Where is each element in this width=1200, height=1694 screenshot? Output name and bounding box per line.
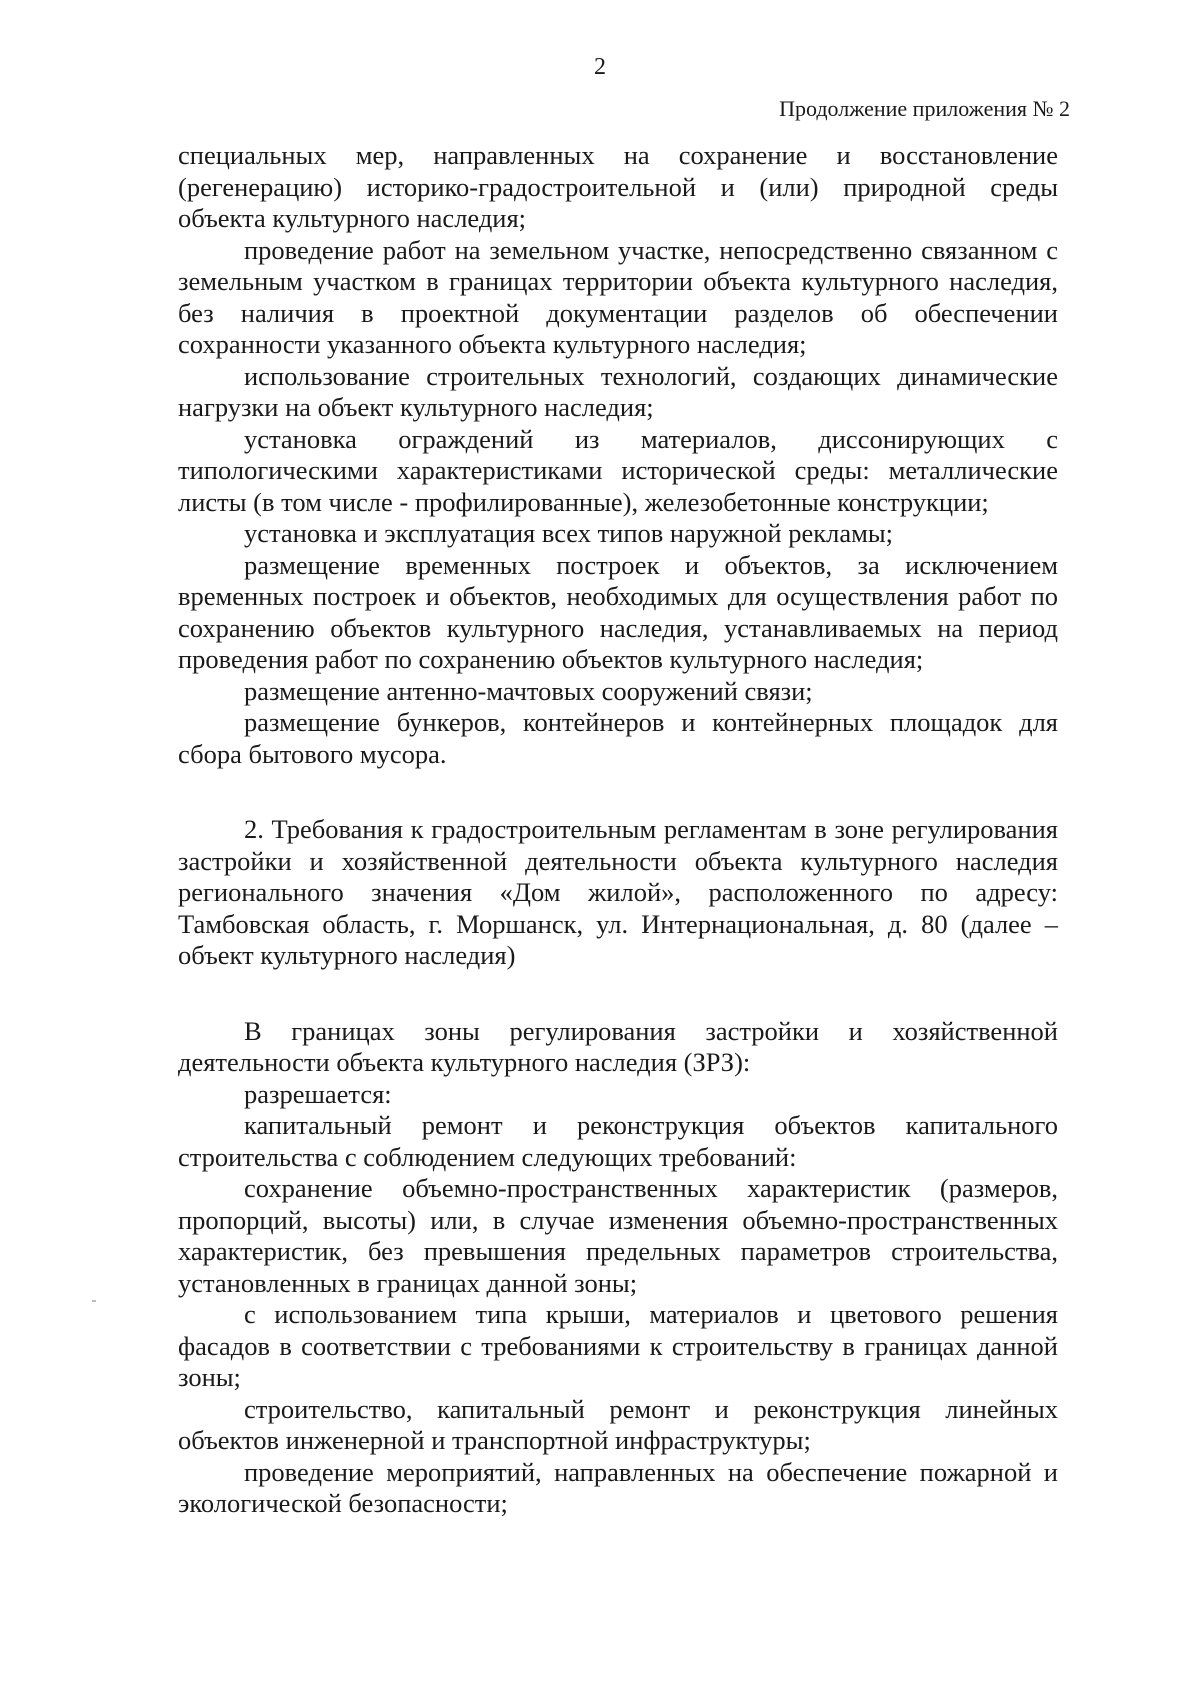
paragraph-capital-repair: капитальный ремонт и реконструкция объектов капитального строительства с соблюдением следующих требований: <box>178 1110 1058 1172</box>
paragraph-fences: установка ограждений из материалов, диссонирующих с типологическими характеристиками исторической среды: металлические листы (в том числе - профилированные), железобетонные конструкции; <box>178 423 1058 517</box>
paragraph-volume-characteristics: сохранение объемно-пространственных характеристик (размеров, пропорций, высоты) или, в случае изменения объемно-пространственных характеристик, без превышения предельных параметров строительства, установленных в границах данной зоны; <box>178 1173 1058 1298</box>
paragraph-advertising: установка и эксплуатация всех типов наружной рекламы; <box>244 518 894 548</box>
paragraph-roof-materials: с использованием типа крыши, материалов и цветового решения фасадов в соответствии с требованиями к строительству в границах данной зоны; <box>178 1299 1058 1392</box>
paragraph-antenna-structures: размещение антенно-мачтовых сооружений связи; <box>244 675 813 706</box>
paragraph-zrz-intro: В границах зоны регулирования застройки и хозяйственной деятельности объекта культурного наследия (ЗРЗ): <box>178 1015 1058 1077</box>
document-body <box>178 140 1058 1520</box>
scan-artifact <box>92 1300 96 1302</box>
paragraph-permitted: разрешается: <box>244 1078 392 1109</box>
paragraph-temporary-buildings: размещение временных построек и объектов, за исключением временных построек и объектов, необходимых для осуществления работ по сохранению объектов культурного наследия, устанавливаемых на период проведения работ по сохранению объектов культурного наследия; <box>178 549 1058 674</box>
appendix-continuation-note: Продолжение приложения № 2 <box>779 96 1070 121</box>
section-spacer <box>178 770 1058 814</box>
paragraph-special-measures: специальных мер, направленных на сохранение и восстановление (регенерацию) историко-градостроительной и (или) природной среды объекта культурного наследия; <box>178 140 1058 233</box>
paragraph-waste-containers: размещение бункеров, контейнеров и контейнерных площадок для сбора бытового мусора. <box>178 707 1058 769</box>
paragraph-linear-objects: строительство, капитальный ремонт и реконструкция линейных объектов инженерной и транспортной инфраструктуры; <box>178 1393 1058 1455</box>
paragraph-construction-technologies: использование строительных технологий, создающих динамические нагрузки на объект культурного наследия; <box>178 360 1058 422</box>
section-2-heading: 2. Требования к градостроительным регламентам в зоне регулирования застройки и хозяйственной деятельности объекта культурного наследия регионального значения «Дом жилой», расположенного по адресу: Тамбовская область, г. Моршанск, ул. Интернациональная, д. 80 (далее – объект культурного наследия) <box>178 814 1058 970</box>
section-spacer <box>178 972 1058 1016</box>
paragraph-fire-safety: проведение мероприятий, направленных на обеспечение пожарной и экологической безопасности; <box>178 1456 1058 1518</box>
paragraph-land-works: проведение работ на земельном участке, непосредственно связанном с земельным участком в границах территории объекта культурного наследия, без наличия в проектной документации разделов об обеспечении сохранности указанного объекта культурного наследия; <box>178 234 1058 359</box>
page-number: 2 <box>594 54 606 80</box>
